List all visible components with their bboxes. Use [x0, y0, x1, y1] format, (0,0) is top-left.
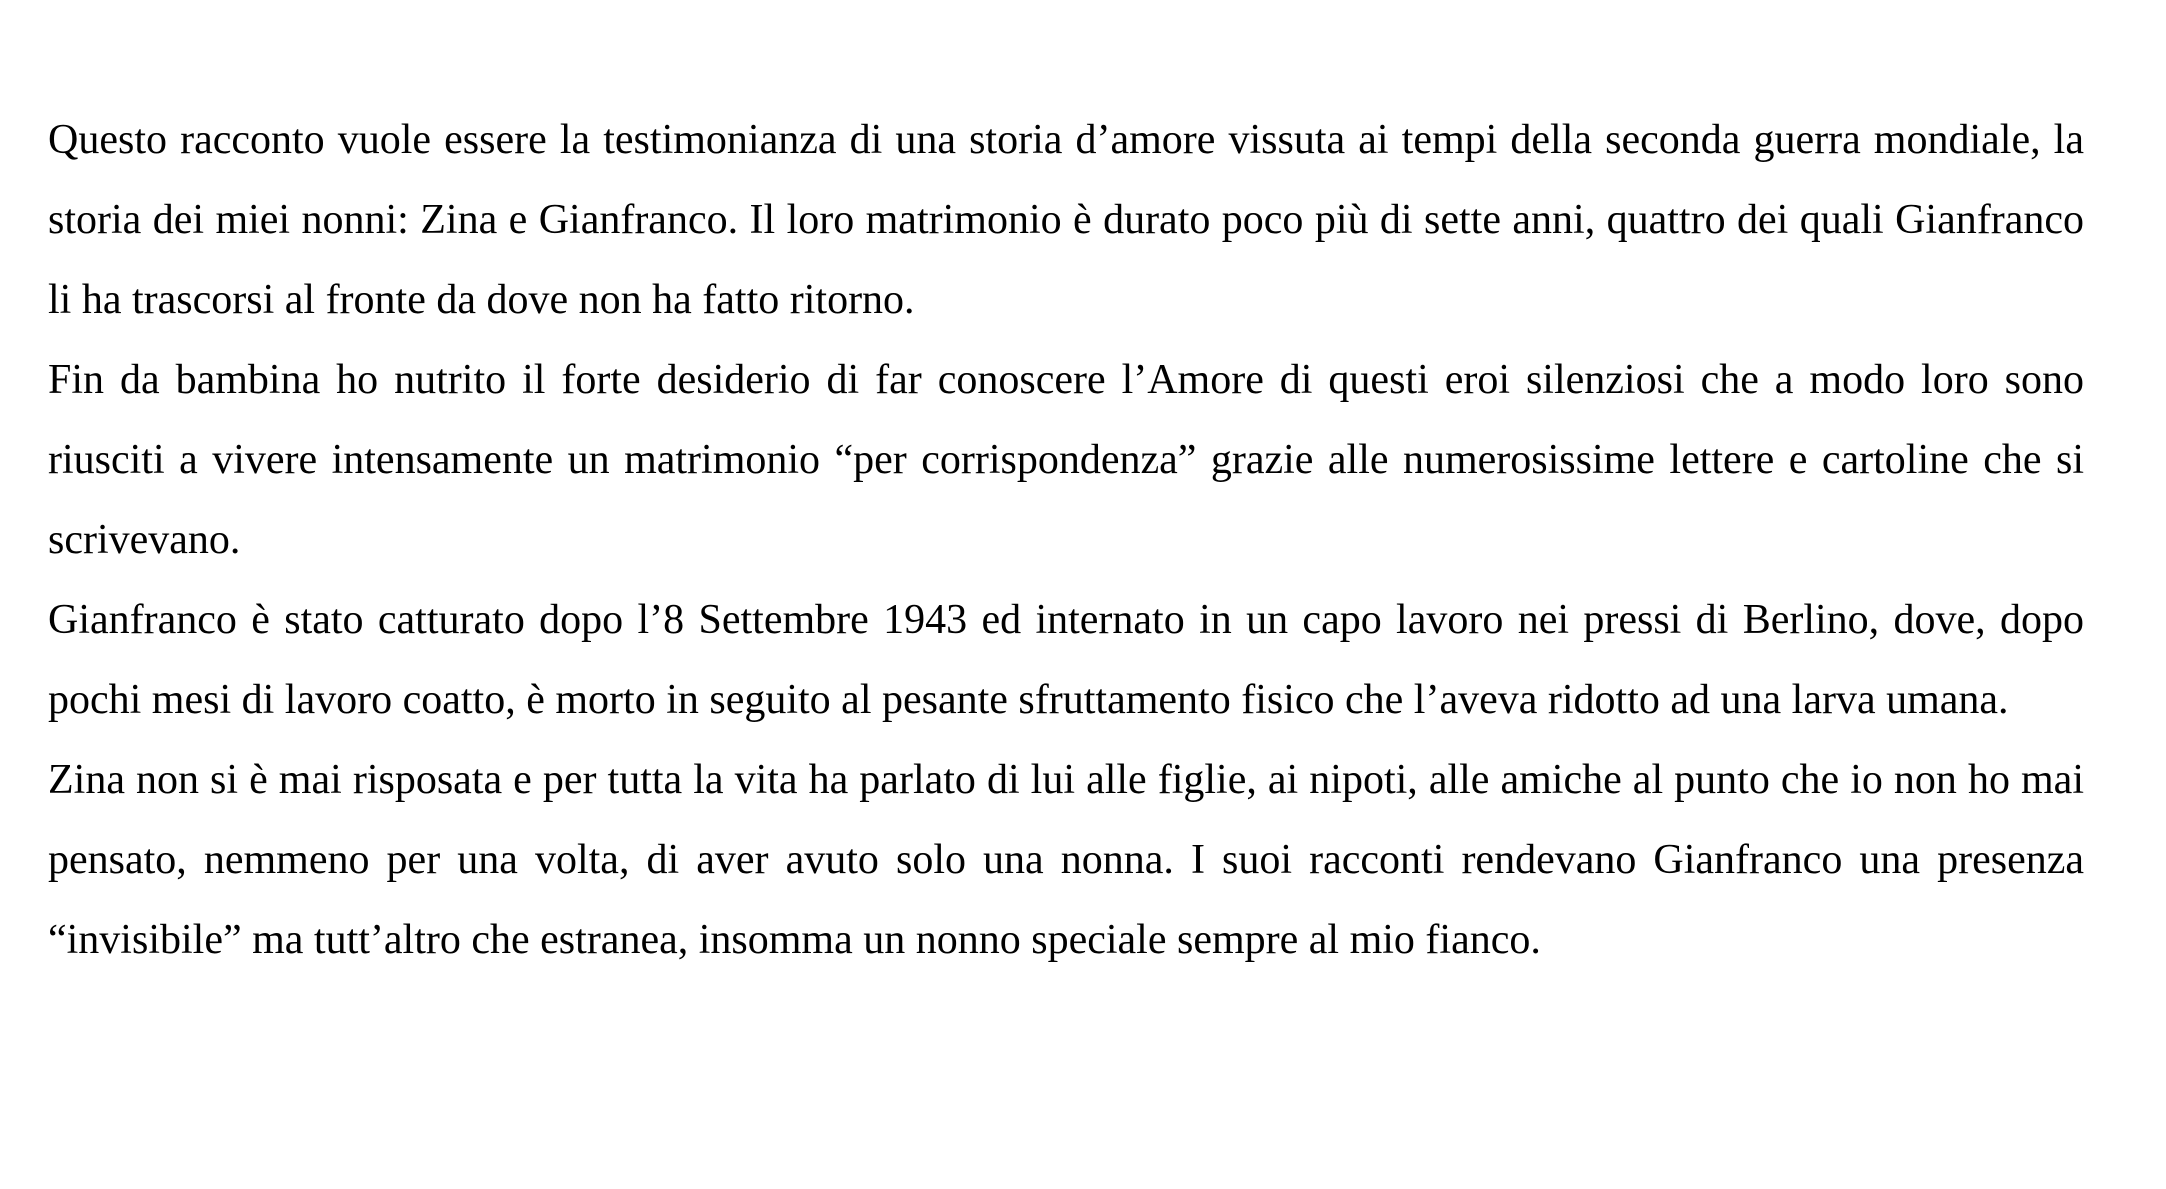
paragraph-intro: Questo racconto vuole essere la testimonianza di una storia d’amore vissuta ai tempi della seconda guerra mondiale, la storia dei miei nonni: Zina e Gianfranco. Il loro matrimonio è durato poco più di sette anni, quattro dei quali Gianfranco li ha trascorsi al fronte da dove non ha fatto ritorno. — [48, 117, 2084, 323]
document-body — [48, 100, 2084, 980]
paragraph-capture: Gianfranco è stato catturato dopo l’8 Settembre 1943 ed internato in un capo lavoro nei pressi di Berlino, dove, dopo pochi mesi di lavoro coatto, è morto in seguito al pesante sfruttamento fisico che l’aveva ridotto ad una larva umana. — [48, 597, 2084, 723]
paragraph-zina: Zina non si è mai risposata e per tutta la vita ha parlato di lui alle figlie, ai nipoti, alle amiche al punto che io non ho mai pensato, nemmeno per una volta, di aver avuto solo una nonna. I suoi racconti rendevano Gianfranco una presenza “invisibile” ma tutt’altro che estranea, insomma un nonno speciale sempre al mio fianco. — [48, 757, 2084, 963]
paragraph-desire: Fin da bambina ho nutrito il forte desiderio di far conoscere l’Amore di questi eroi silenziosi che a modo loro sono riusciti a vivere intensamente un matrimonio “per corrispondenza” grazie alle numerosissime lettere e cartoline che si scrivevano. — [48, 357, 2084, 563]
